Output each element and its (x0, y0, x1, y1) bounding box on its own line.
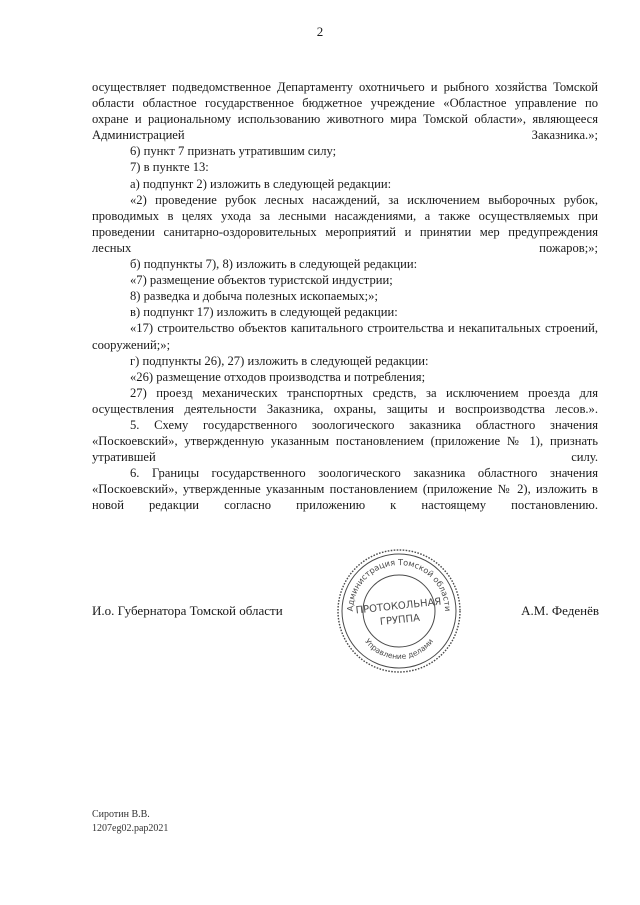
paragraph: 5. Схему государственного зоологического заказника областного значения «Поскоевский», утвержденную указанным постановлением (приложение № 1), признать утратившей силу. (92, 417, 598, 465)
paragraph: 7) в пункте 13: (130, 160, 209, 175)
paragraph: 6. Границы государственного зоологического заказника областного значения «Поскоевский», утвержденные указанным постановлением (приложение № 2), изложить в новой редакции согласно приложению к настоящему постановлению. (92, 466, 598, 513)
footer-author: Сиротин В.В. (92, 809, 150, 820)
paragraph: 6) пункт 7 признать утратившим силу; (130, 144, 337, 159)
footer-file-code: 1207eg02.pap2021 (92, 823, 169, 834)
document-body (92, 79, 598, 514)
stamp-center-line: ПРОТОКОЛЬНАЯ (355, 596, 442, 617)
paragraph: а) подпункт 2) изложить в следующей редакции: (130, 176, 392, 191)
signatory-name: А.М. Феденёв (521, 603, 599, 618)
official-stamp (335, 547, 463, 675)
paragraph: осуществляет подведомственное Департаменту охотничьего и рыбного хозяйства Томской области областное государственное бюджетное учреждение «Областное управление по охране и рациональному использованию животного мира Томской области», являющееся Администрацией Заказника.»; (92, 80, 598, 143)
stamp-center-line: ГРУППА (379, 612, 421, 629)
page-number: 2 (316, 24, 324, 39)
paragraph: «7) размещение объектов туристской индустрии; (130, 273, 393, 288)
footer (92, 808, 168, 836)
stamp-outer-text: Администрация Томской области (344, 556, 454, 612)
stamp-bottom-text: Управление делами (363, 636, 435, 662)
paragraph: «26) размещение отходов производства и потребления; (130, 369, 426, 384)
paragraph: г) подпункты 26), 27) изложить в следующей редакции: (130, 353, 429, 368)
paragraph: «2) проведение рубок лесных насаждений, за исключением выборочных рубок, проводимых в целях ухода за лесными насаждениями, а также осуществляемых при проведении санитарно-оздоровительных мероприятий и принятии мер предупреждения лесных пожаров;»; (92, 192, 598, 255)
paragraph: «17) строительство объектов капитального строительства и некапитальных строений, сооружений;»; (92, 321, 598, 352)
signatory-title: И.о. Губернатора Томской области (92, 603, 283, 618)
paragraph: в) подпункт 17) изложить в следующей редакции: (130, 305, 398, 320)
paragraph: б) подпункты 7), 8) изложить в следующей редакции: (130, 257, 418, 272)
paragraph: 27) проезд механических транспортных средств, за исключением проезда для осуществления деятельности Заказника, охраны, защиты и воспроизводства лесов.». (92, 385, 598, 416)
paragraph: 8) разведка и добыча полезных ископаемых;»; (130, 289, 378, 304)
